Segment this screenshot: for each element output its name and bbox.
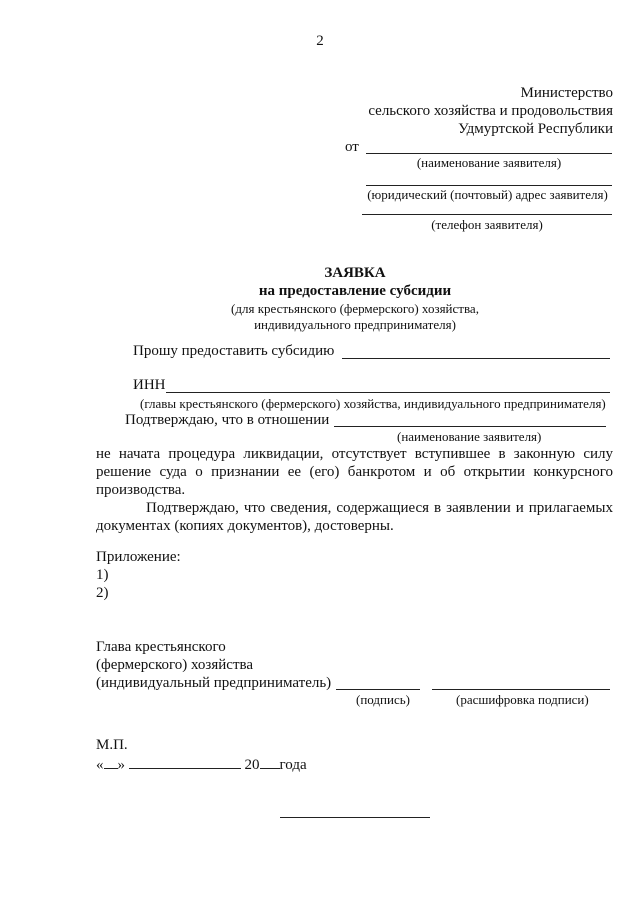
paragraph-2-line-2: документах (копиях документов), достоверны. bbox=[96, 518, 394, 534]
signature-title-line-2: (фермерского) хозяйства bbox=[96, 657, 254, 673]
stamp-label: М.П. bbox=[96, 737, 128, 753]
from-label: от bbox=[345, 139, 359, 155]
attachment-item-1: 1) bbox=[96, 567, 109, 583]
confirm-label: Подтверждаю, что в отношении bbox=[125, 412, 330, 428]
signature-caption: (подпись) bbox=[356, 692, 410, 707]
subsidy-line[interactable] bbox=[342, 358, 610, 359]
title-note-2: индивидуального предпринимателя) bbox=[254, 317, 456, 332]
date-year-prefix: 20 bbox=[244, 757, 260, 773]
date-day-field[interactable] bbox=[104, 755, 118, 769]
date-close-quote: » bbox=[117, 757, 125, 773]
request-label: Прошу предоставить субсидию bbox=[133, 343, 335, 359]
page-number: 2 bbox=[316, 33, 324, 49]
signature-decoding-line[interactable] bbox=[432, 689, 610, 690]
date-year-suffix: года bbox=[279, 757, 307, 773]
signature-line[interactable] bbox=[336, 689, 420, 690]
applicant-phone-line[interactable] bbox=[362, 214, 612, 215]
applicant-name-caption: (наименование заявителя) bbox=[416, 155, 562, 170]
recipient-line-2: сельского хозяйства и продовольствия bbox=[368, 103, 613, 119]
signature-title-line-3: (индивидуальный предприниматель) bbox=[96, 675, 332, 691]
attachment-item-2: 2) bbox=[96, 585, 109, 601]
paragraph-reliability bbox=[96, 499, 613, 535]
confirm-caption: (наименование заявителя) bbox=[397, 429, 542, 444]
paragraph-2-line-1: Подтверждаю, что сведения, содержащиеся в заявлении и прилагаемых bbox=[146, 500, 613, 516]
applicant-address-caption: (юридический (почтовый) адрес заявителя) bbox=[367, 187, 608, 202]
applicant-address-line[interactable] bbox=[366, 185, 612, 186]
confirm-applicant-line[interactable] bbox=[334, 426, 606, 427]
date-year-field[interactable] bbox=[260, 755, 280, 769]
paragraph-1-line-2: решение суда о признании ее (его) банкротом и об открытии конкурсного bbox=[96, 464, 613, 480]
paragraph-liquidation bbox=[96, 445, 613, 499]
inn-label: ИНН bbox=[133, 377, 166, 393]
signature-title-line-1: Глава крестьянского bbox=[96, 639, 226, 655]
applicant-phone-caption: (телефон заявителя) bbox=[431, 217, 543, 232]
title-sub: на предоставление субсидии bbox=[258, 283, 452, 299]
title-main: ЗАЯВКА bbox=[324, 265, 386, 281]
title-note-1: (для крестьянского (фермерского) хозяйства, bbox=[231, 301, 479, 316]
date-open-quote: « bbox=[96, 757, 104, 773]
date-month-field[interactable] bbox=[129, 755, 241, 769]
date-line bbox=[96, 755, 307, 774]
recipient-line-1: Министерство bbox=[520, 85, 613, 101]
attachments-label: Приложение: bbox=[96, 549, 181, 565]
inn-caption: (главы крестьянского (фермерского) хозяйства, индивидуального предпринимателя) bbox=[140, 396, 606, 411]
closing-rule bbox=[280, 817, 430, 818]
paragraph-1-line-3: производства. bbox=[96, 482, 186, 498]
inn-line[interactable] bbox=[166, 392, 610, 393]
applicant-name-line[interactable] bbox=[366, 153, 612, 154]
paragraph-1-line-1: не начата процедура ликвидации, отсутствует вступившее в законную силу bbox=[96, 446, 613, 462]
recipient-line-3: Удмуртской Республики bbox=[458, 121, 613, 137]
signature-decoding-caption: (расшифровка подписи) bbox=[456, 692, 589, 707]
